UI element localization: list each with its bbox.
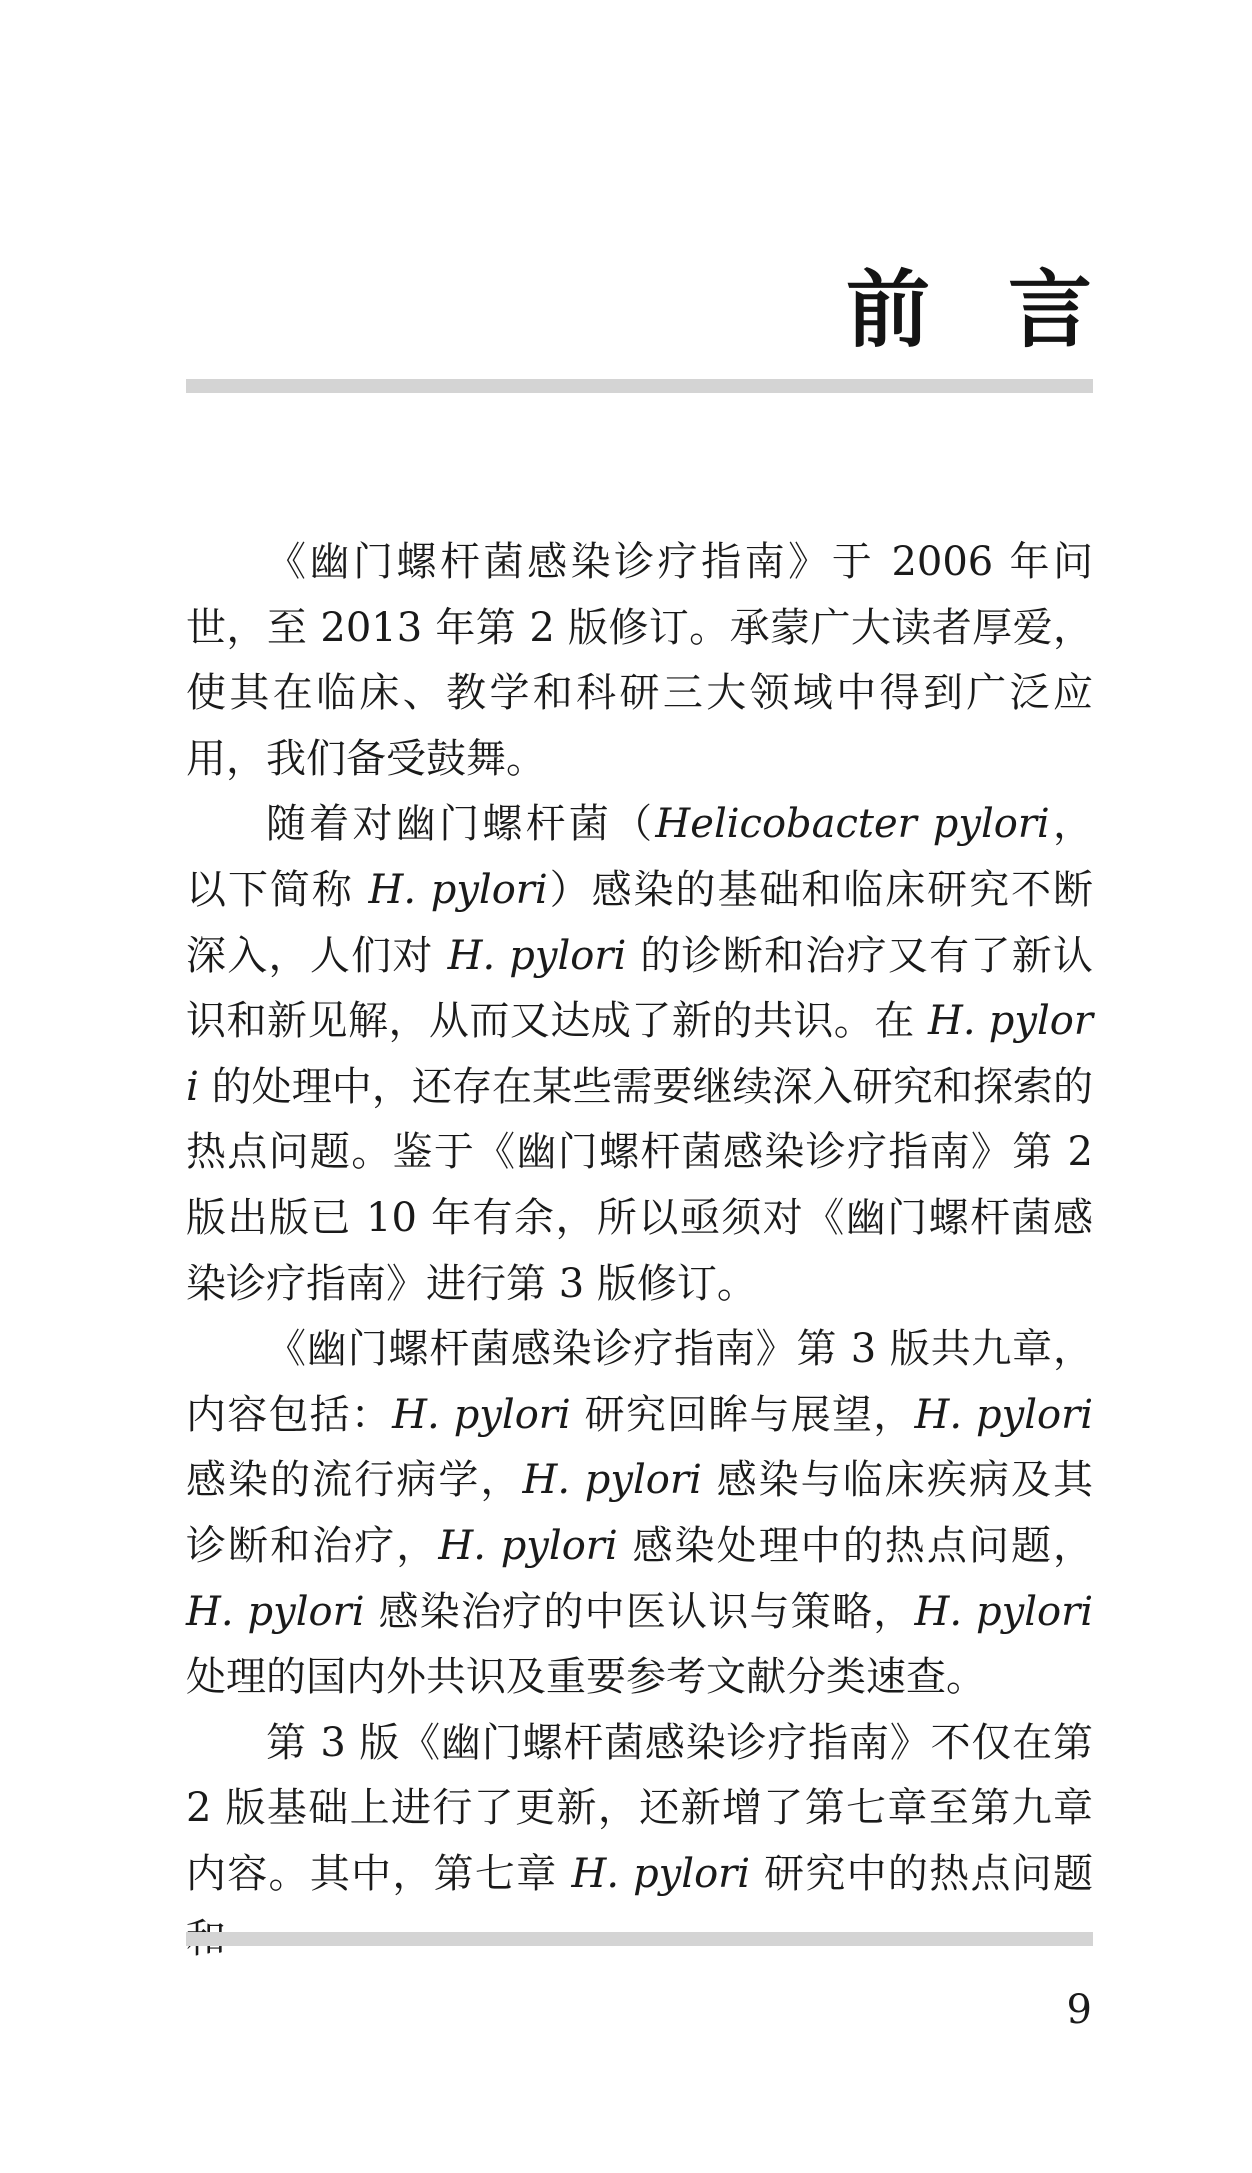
text-run: 随着对幽门螺杆菌（ (266, 801, 656, 848)
italic-term: H. pylori (186, 998, 1093, 1110)
text-run: 感染治疗的中医认识与策略， (364, 1588, 915, 1635)
italic-term: H. pylori (392, 1391, 571, 1438)
text-run: 第 3 版《幽门螺杆菌感染诊疗指南》不仅在第 2 版基础上进行了更新，还新增了第七章至第九章内容。其中，第七章 (186, 1719, 1093, 1897)
text-run: 感染处理中的热点问题， (617, 1522, 1093, 1569)
body-text (186, 530, 1093, 1973)
header-divider (186, 379, 1093, 393)
text-run: 感染与临床疾病及其诊断和治疗， (186, 1457, 1093, 1569)
text-run: 的处理中，还存在某些需要继续深入研究和探索的热点问题。鉴于《幽门螺杆菌感染诊疗指南》第 2 版出版已 10 年有余，所以亟须对《幽门螺杆菌感染诊疗指南》进行第 3 版修订。 (186, 1063, 1093, 1307)
page-number: 9 (1066, 1987, 1092, 2033)
text-run: ）感染的基础和临床研究不断深入，人们对 (186, 866, 1094, 979)
italic-term: H. pylori (914, 1588, 1094, 1635)
italic-term: H. pylori (438, 1522, 618, 1569)
paragraph (186, 530, 1093, 792)
page-title: 前言 (845, 261, 1170, 359)
italic-term: Helicobacter pylori (655, 801, 1050, 848)
italic-term: H. pylori (368, 866, 548, 913)
text-run: 的诊断和治疗又有了新认识和新见解，从而又达成了新的共识。在 (186, 932, 1094, 1045)
italic-term: H. pylori (186, 1588, 365, 1635)
text-run: 《幽门螺杆菌感染诊疗指南》于 2006 年问世，至 2013 年第 2 版修订。承蒙广大读者厚爱，使其在临床、教学和科研三大领域中得到广泛应用，我们备受鼓舞。 (186, 539, 1093, 782)
text-run: 研究中的热点问题 (764, 1850, 1094, 1897)
footer-divider (186, 1932, 1093, 1946)
text-run: 处理的国内外共识及重要参考文献分类速查。 (186, 1654, 986, 1701)
italic-term: H. pylori (571, 1850, 751, 1897)
paragraph (186, 792, 1093, 1317)
text-run: 研究回眸与展望， (570, 1391, 915, 1438)
paragraph (186, 1317, 1093, 1711)
text-run: 《幽门螺杆菌感染诊疗指南》第 3 版共九章，内容包括： (186, 1326, 1093, 1438)
italic-term: H. pylori (522, 1457, 702, 1504)
italic-term: H. pylori (447, 932, 627, 979)
text-run: 感染的流行病学， (186, 1457, 523, 1504)
text-run: ，以下简称 (186, 801, 1094, 913)
italic-term: H. pylori (914, 1391, 1094, 1438)
